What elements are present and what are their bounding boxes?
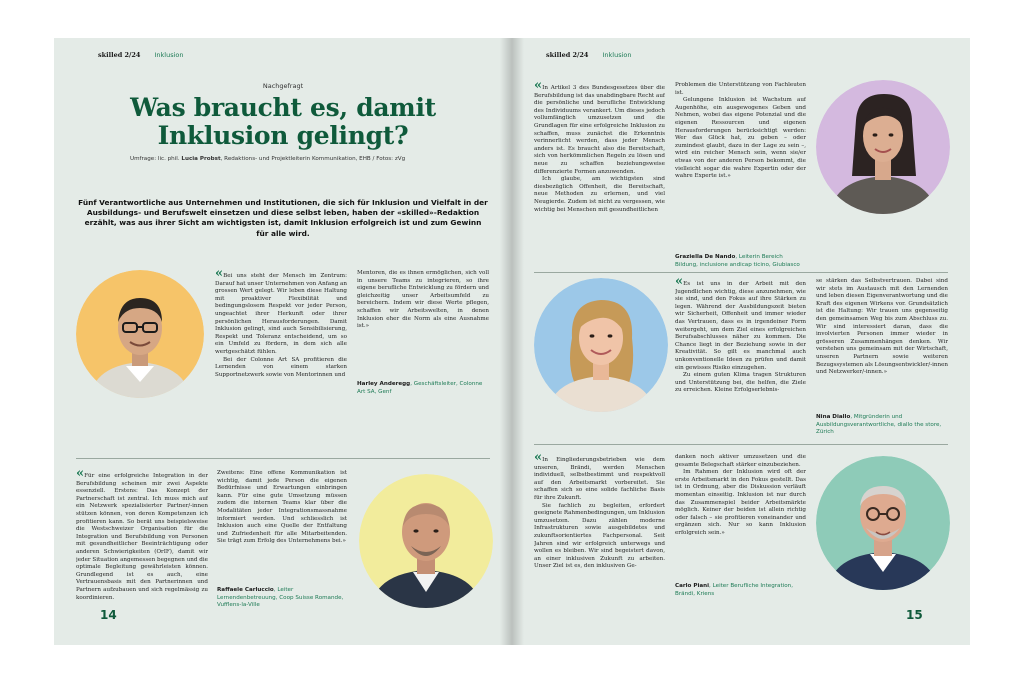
article-text-denando-col1: «In Artikel 3 des Bundesgesetzes über die Berufsbildung ist das unabdingbare Recht auf die persönliche und berufliche Entwicklung des Individuums verankert. Um dieses jedoch vollumfänglich umzusetzen und die Grundlagen für eine erfolgreiche Inklusion zu schaffen, muss zunächst die Erkenntnis verinnerlicht werden, dass jeder Mensch anders ist. Es braucht also die Bereitschaft, sich von herkömmlichen Regeln zu lösen und neue zu schaffen beziehungsweise differenzierte Formen anzuwenden. Ich glaube, am wichtigsten sind diesbezüglich Offenheit, die Bereitschaft, neue Methoden zu erlernen, und viel Neugierde. Zudem ist nicht zu vergessen, wie wichtig bei Menschen mit gesundheitlichen [534,82,665,252]
page-title [54,94,512,150]
quote-mark: « [534,82,543,93]
portrait-graziella-de-nando [816,80,950,214]
person-name: Carlo Piani [675,583,710,589]
article-text-diallo-col2: se stärken das Selbstvertrauen. Dabei sind wir stets im Austausch mit den Lernenden und leben diesen Eigenverantwortung und die Kraft des eigenen Wirkens vor. Grundsätzlich ist die Haltung: Wir trauen uns gegenseitig den gemeinsamen Weg bis zum Abschluss zu. Wir sind interessiert daran, dass die involvierten Personen immer wieder in grösseren Zusammenhängen denken. Wir verstehen uns gemeinsam mit der Wirtschaft, unseren Partnern sowie weiteren Bezugssystemen als Lösungsentwickler/-innen und Netzwerker/-innen.» [816,278,948,376]
page-number: 14 [100,608,117,622]
article-text-denando-col2: Problemen die Unterstützung von Fachleuten ist. Gelungene Inklusion ist Wachstum auf Augenhöhe, ein ausgewogenes Geben und Nehmen, wobei das eigene Potenzial und die eigenen Ressourcen und eigenen Herausforderungen berücksichtigt werden: Wer das Glück hat, zu geben – oder zumindest glaubt, dazu in der Lage zu sein –, wird ein reicher Mensch sein, wenn sie/er etwas von der anderen Person bekommt, die vielleicht sogar die wahre Expertin oder der wahre Experte ist.» [675,82,806,180]
person-name: Raffaele Carluccio [217,587,274,593]
person-role: , Leiterin Bereich Bildung, inclusione andicap ticino, Giubiasco [675,254,800,268]
person-role: , Leiter Lernendenbetreuung, Coop Suisse Romande, Vufflens-la-Ville [217,587,344,609]
byline-author: Lucia Probst [181,156,221,162]
portrait-harley-anderegg [76,270,204,398]
section-divider [76,458,490,459]
section-divider [534,444,948,445]
caption-denando [675,254,806,269]
article-text-anderegg-col2: Mentoren, die es ihnen ermöglichen, sich voll in unsere Teams zu integrieren, so ihre eigene berufliche Entwicklung zu fördern und gleichzeitig unser Arbeitsumfeld zu bereichern. Indem wir diese Werte pflegen, schaffen wir Arbeitswelten, in denen Inklusion eher die Norm als eine Ausnahme ist.» [357,270,489,330]
article-text-diallo-col1: «Es ist uns in der Arbeit mit den Jugendlichen wichtig, diese anzunehmen, wie sie sind, und den Fokus auf ihre Stärken zu legen. Während der Ausbildungszeit bieten wir Sicherheit, Offenheit und immer wieder das Vertrauen, dass es in irgendeiner Form weitergeht, um dem Ziel eines erfolgreichen Berufsabschlusses näher zu kommen. Die Chance liegt in der Beziehung sowie in der Kreativität. So gilt es manchmal auch unkonventionelle Ideen zu prüfen und damit ein gewisses Risiko einzugehen. Zu einem guten Klima tragen Strukturen und Unterstützung bei, die helfen, die Ziele zu erreichen. Kleine Erfolgserlebnis- [675,278,806,446]
magazine-issue: skilled 2/24 [98,51,141,59]
page-number: 15 [906,608,923,622]
caption-piani [675,583,806,598]
quote-mark: « [76,470,85,481]
byline: Umfrage: lic. phil. Lucia Probst, Redaktions- und Projektleiterin Kommunikation, EHB / Fotos: zVg [130,156,406,162]
section-label: Inklusion [602,51,632,59]
person-name: Harley Anderegg [357,381,411,387]
caption-carluccio [217,587,347,610]
article-text-piani-col2: danken noch aktiver umzusetzen und die gesamte Belegschaft stärker einzubeziehen. Im Rahmen der Inklusion wird oft der erste Arbeitsmarkt in den Fokus gestellt. Das ist in Ordnung, aber die Diskussion verläuft momentan einseitig. Inklusion ist nur durch das Zusammenspiel beider Arbeitsmärkte möglich. Keiner der beiden ist allein richtig oder falsch – sie profitieren voneinander und ergänzen sich. Nur so kann Inklusion erfolgreich sein.» [675,454,806,536]
portrait-carlo-piani [816,456,950,590]
left-page [54,38,512,645]
article-text-carluccio-col1: «Für eine erfolgreiche Integration in der Berufsbildung scheinen mir zwei Aspekte essenziell. Erstens: Das Konzept der Partnerschaft ist zentral. Ich muss mich auf ein Netzwerk spezialisierter Partner/-innen stützen können, von deren Kompetenzen ich profitieren kann. So berät uns beispielsweise die Westschweizer Organisation für die Integration und Berufsbildung von Personen mit gesundheitlicher Beeinträchtigung oder anderen Schwierigkeiten (OrIF), damit wir jeder Situation angemessen begegnen und die optimale Begleitung gewährleisten können. Grundlegend ist es auch, eine Vertrauensbasis mit den Partnerinnen und Partnern aufzubauen und sich regelmässig zu koordinieren. [76,470,208,628]
section-divider [534,272,948,273]
person-role: , Geschäftsleiter, Colonne Art SA, Genf [357,381,483,395]
quote-mark: « [534,454,543,465]
running-header [98,51,183,59]
title-line-2: Inklusion gelingt? [157,121,409,150]
article-text-anderegg-col1: «Bei uns steht der Mensch im Zentrum: Darauf hat unser Unternehmen von Anfang an grossen Wert gelegt. Wir leben diese Haltung mit proaktiver Flexibilität und bedingungslosem Respekt vor jeder Person, ungeachtet ihrer Herkunft oder ihrer persönlichen Herausforderungen. Damit Inklusion gelingt, sind auch Sensibilisierung, Respekt und Toleranz entscheidend, um so ein Umfeld zu fördern, in dem sich alle wertgeschätzt fühlen. Bei der Colonne Art SA profitieren die Lernenden von einem starken Supportnetzwerk sowie von Mentorinnen und [215,270,347,448]
article-text-carluccio-col2: Zweitens: Eine offene Kommunikation ist wichtig, damit jede Person die eigenen Bedürfnisse und Erwartungen einbringen kann. Für eine gute Umsetzung müssen zudem die internen Teams klar über die Modalitäten jeder Integrationsmassnahme informiert werden. Und schliesslich ist Inklusion auch eine Quelle der Entfaltung und Zufriedenheit für alle Mitarbeitenden. Sie trägt zum Erfolg des Unternehmens bei.» [217,470,347,545]
running-header [546,51,631,59]
article-text-piani-col1: «In Eingliederungsbetrieben wie dem unseren, Brändi, werden Menschen individuell, selbstbestimmt und respektvoll auf den Arbeitsmarkt vorbereitet. Sie schaffen sich so eine solide fachliche Basis für ihre Zukunft. Sie fachlich zu begleiten, erfordert geeignete Rahmenbedingungen, um Inklusion umzusetzen. Dazu zählen moderne Infrastrukturen sowie ausgebildetes und zukunftsorientiertes Fachpersonal. Seit Jahren sind wir erfolgreich unterwegs und wollen es bleiben. Wir sind begeistert davon, an einer inklusiven Zukunft zu arbeiten. Unser Ziel ist es, den inklusiven Ge- [534,454,665,626]
caption-diallo [816,414,948,437]
person-name: Graziella De Nando [675,254,736,260]
section-label: Inklusion [154,51,184,59]
title-line-1: Was braucht es, damit [130,93,436,122]
portrait-nina-diallo [534,278,668,412]
lead-paragraph: Fünf Verantwortliche aus Unternehmen und Institutionen, die sich für Inklusion und Vielfalt in der Ausbildungs- und Berufswelt einsetzen und diese selbst leben, haben der «skilled»-Redaktion erzählt, was aus ihrer Sicht am wichtigsten ist, damit Inklusion erfolgreich ist und zum Gewinn für alle wird. [78,198,488,238]
person-role: , Mitgründerin und Ausbildungsverantwortliche, diallo the store, Zürich [816,414,942,436]
caption-anderegg [357,381,489,396]
person-name: Nina Diallo [816,414,851,420]
portrait-raffaele-carluccio [359,474,493,608]
person-role: , Leiter Berufliche Integration, Brändi, Kriens [675,583,793,597]
right-page [512,38,970,645]
magazine-issue: skilled 2/24 [546,51,589,59]
kicker: Nachgefragt [262,82,304,90]
quote-mark: « [215,270,224,281]
magazine-spine-shadow [500,38,524,645]
quote-mark: « [675,278,684,289]
